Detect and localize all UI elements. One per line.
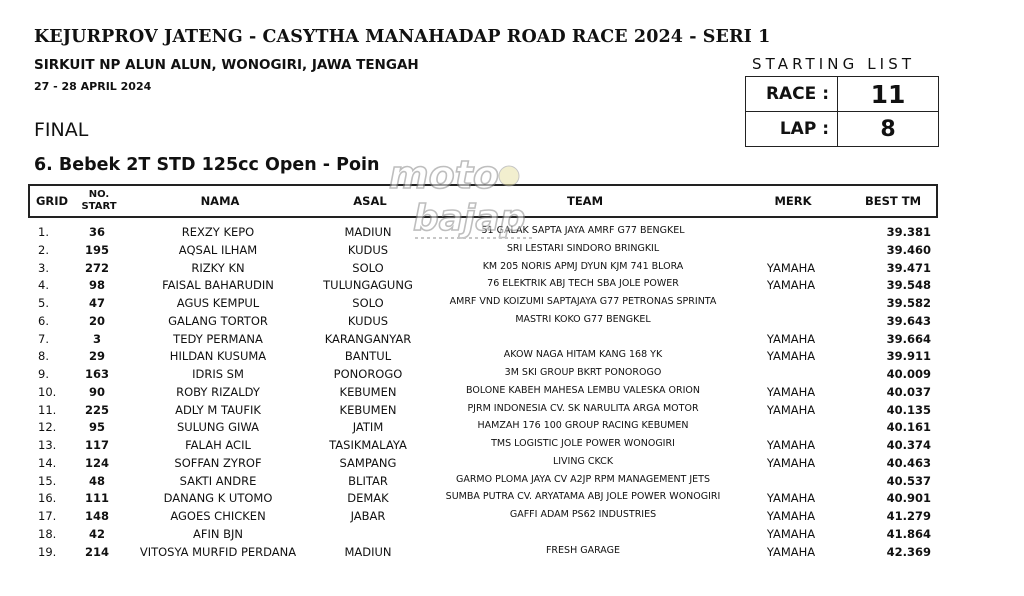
table-row bbox=[28, 242, 938, 260]
rider-origin: MADIUN bbox=[344, 225, 392, 239]
bike-brand: YAMAHA bbox=[766, 491, 816, 506]
rider-name: HILDAN KUSUMA bbox=[169, 349, 267, 364]
best-time: 40.374 bbox=[886, 438, 931, 452]
rider-name: TEDY PERMANA bbox=[173, 331, 263, 346]
team-name: BOLONE KABEH MAHESA LEMBU VALESKA ORION bbox=[466, 384, 700, 396]
bike-brand: YAMAHA bbox=[766, 402, 816, 417]
col-nama: NAMA bbox=[200, 194, 240, 208]
start-number: 214 bbox=[84, 544, 109, 559]
best-time: 39.582 bbox=[886, 296, 931, 310]
team-name: LIVING CKCK bbox=[552, 455, 614, 467]
team-name: GAFFI ADAM PS62 INDUSTRIES bbox=[509, 509, 657, 520]
table-row bbox=[28, 277, 938, 295]
table-row bbox=[28, 366, 938, 384]
watermark-line2: bajap bbox=[413, 198, 526, 239]
best-time: 40.135 bbox=[886, 402, 931, 417]
event-title: KEJURPROV JATENG - CASYTHA MANAHADAP ROAD RACE 2024 - SERI 1 bbox=[34, 27, 771, 47]
grid-position: 6. bbox=[38, 313, 49, 328]
team-name: SUMBA PUTRA CV. ARYATAMA ABJ JOLE POWER WONOGIRI bbox=[445, 491, 721, 503]
table-row bbox=[28, 490, 938, 508]
grid-position: 15. bbox=[38, 473, 57, 488]
start-number: 29 bbox=[88, 349, 105, 364]
table-row bbox=[28, 455, 938, 473]
col-team: TEAM bbox=[566, 194, 604, 208]
grid-position: 19. bbox=[38, 544, 57, 559]
start-number: 36 bbox=[88, 225, 105, 239]
rider-name: ROBY RIZALDY bbox=[176, 384, 260, 399]
watermark-dot bbox=[499, 166, 519, 186]
grid-position: 17. bbox=[38, 509, 57, 523]
rider-name: ADLY M TAUFIK bbox=[175, 402, 261, 417]
race-label: RACE : bbox=[746, 77, 838, 112]
team-name: AKOW NAGA HITAM KANG 168 YK bbox=[503, 349, 663, 361]
rider-origin: KEBUMEN bbox=[339, 402, 397, 417]
rider-name: AQSAL ILHAM bbox=[178, 242, 258, 257]
start-number: 90 bbox=[88, 384, 105, 399]
best-time: 40.537 bbox=[886, 473, 931, 488]
start-number: 47 bbox=[88, 296, 105, 310]
grid-position: 11. bbox=[38, 402, 57, 417]
grid-position: 2. bbox=[38, 242, 49, 257]
start-number: 225 bbox=[84, 402, 109, 417]
bike-brand: YAMAHA bbox=[766, 331, 816, 346]
best-time: 39.643 bbox=[886, 313, 931, 328]
best-time: 39.460 bbox=[886, 242, 931, 257]
rider-origin: JATIM bbox=[352, 420, 384, 435]
best-time: 41.864 bbox=[886, 526, 931, 541]
grid-position: 16. bbox=[38, 491, 57, 506]
table-row bbox=[28, 544, 938, 562]
rider-origin: MADIUN bbox=[344, 544, 392, 559]
rider-origin: TASIKMALAYA bbox=[329, 438, 407, 452]
race-info-box bbox=[745, 76, 939, 147]
watermark-line1: moto bbox=[389, 153, 499, 197]
best-time: 39.381 bbox=[886, 225, 931, 239]
rider-name: DANANG K UTOMO bbox=[163, 491, 273, 506]
rider-origin: KEBUMEN bbox=[339, 384, 397, 399]
start-number: 124 bbox=[84, 455, 109, 470]
grid-position: 5. bbox=[38, 296, 49, 310]
start-number: 272 bbox=[84, 260, 109, 275]
table-row bbox=[28, 331, 938, 349]
team-name: SRI LESTARI SINDORO BRINGKIL bbox=[506, 242, 660, 254]
rider-origin: KUDUS bbox=[347, 242, 389, 257]
bike-brand: YAMAHA bbox=[766, 278, 816, 293]
bike-brand: YAMAHA bbox=[766, 438, 816, 452]
team-name: FRESH GARAGE bbox=[545, 544, 621, 556]
table-row bbox=[28, 384, 938, 402]
best-time: 40.037 bbox=[886, 384, 931, 399]
rider-origin: TULUNGAGUNG bbox=[323, 278, 413, 293]
best-time: 40.009 bbox=[886, 367, 931, 381]
best-time: 40.161 bbox=[886, 420, 931, 435]
rider-origin: SOLO bbox=[352, 296, 384, 310]
team-name: PJRM INDONESIA CV. SK NARULITA ARGA MOTOR bbox=[467, 402, 699, 414]
rider-name: IDRIS SM bbox=[192, 367, 244, 381]
table-row bbox=[28, 473, 938, 491]
start-number: 48 bbox=[88, 473, 105, 488]
best-time: 40.901 bbox=[886, 491, 931, 506]
lap-label: LAP : bbox=[746, 112, 838, 147]
grid-position: 14. bbox=[38, 455, 57, 470]
race-value: 11 bbox=[838, 77, 939, 112]
start-number: 117 bbox=[84, 438, 109, 452]
rider-name: AFIN BJN bbox=[192, 526, 243, 541]
col-asal: ASAL bbox=[353, 194, 387, 208]
rider-origin: SAMPANG bbox=[339, 455, 397, 470]
team-name: MASTRI KOKO G77 BENGKEL bbox=[515, 313, 651, 325]
grid-position: 1. bbox=[38, 225, 49, 239]
bike-brand: YAMAHA bbox=[766, 260, 816, 275]
bike-brand: YAMAHA bbox=[766, 526, 816, 541]
class-name: 6. Bebek 2T STD 125cc Open - Poin bbox=[34, 155, 380, 175]
rider-name: SULUNG GIWA bbox=[176, 420, 260, 435]
table-row bbox=[28, 313, 938, 331]
grid-position: 10. bbox=[38, 384, 57, 399]
venue: SIRKUIT NP ALUN ALUN, WONOGIRI, JAWA TENGAH bbox=[34, 57, 419, 73]
grid-position: 3. bbox=[38, 260, 49, 275]
table-row bbox=[28, 526, 938, 544]
col-no-start-line2: START bbox=[81, 201, 117, 212]
best-time: 39.664 bbox=[886, 331, 931, 346]
table-row bbox=[28, 419, 938, 437]
table-header bbox=[28, 184, 938, 218]
lap-value: 8 bbox=[838, 112, 939, 147]
best-time: 39.471 bbox=[886, 260, 931, 275]
best-time: 41.279 bbox=[886, 509, 931, 523]
race-row bbox=[746, 77, 939, 112]
start-number: 195 bbox=[84, 242, 109, 257]
bike-brand: YAMAHA bbox=[766, 544, 816, 559]
col-grid: GRID bbox=[35, 194, 69, 208]
table-row bbox=[28, 224, 938, 242]
grid-position: 7. bbox=[38, 331, 49, 346]
start-number: 148 bbox=[84, 509, 109, 523]
results-table-body bbox=[28, 224, 938, 561]
table-row bbox=[28, 348, 938, 366]
rider-name: REXZY KEPO bbox=[181, 225, 255, 239]
start-number: 98 bbox=[88, 278, 105, 293]
starting-list-heading: STARTING LIST bbox=[752, 55, 916, 73]
start-number: 42 bbox=[88, 526, 105, 541]
rider-origin: BLITAR bbox=[348, 473, 388, 488]
rider-name: RIZKY KN bbox=[191, 260, 245, 275]
table-row bbox=[28, 295, 938, 313]
grid-position: 13. bbox=[38, 438, 57, 452]
team-name: 3M SKI GROUP BKRT PONOROGO bbox=[504, 367, 662, 378]
team-name: 51 GALAK SAPTA JAYA AMRF G77 BENGKEL bbox=[481, 225, 685, 236]
bike-brand: YAMAHA bbox=[766, 509, 816, 523]
rider-name: VITOSYA MURFID PERDANA bbox=[139, 544, 297, 559]
team-name: KM 205 NORIS APMJ DYUN KJM 741 BLORA bbox=[482, 260, 684, 272]
rider-name: FALAH ACIL bbox=[185, 438, 251, 452]
best-time: 42.369 bbox=[886, 544, 931, 559]
table-row bbox=[28, 437, 938, 455]
col-best-tm: BEST TM bbox=[864, 194, 922, 208]
start-number: 111 bbox=[84, 491, 109, 506]
best-time: 40.463 bbox=[886, 455, 931, 470]
team-name: HAMZAH 176 100 GROUP RACING KEBUMEN bbox=[477, 420, 689, 432]
start-number: 163 bbox=[84, 367, 109, 381]
team-name: 76 ELEKTRIK ABJ TECH SBA JOLE POWER bbox=[487, 278, 679, 290]
start-number: 95 bbox=[88, 420, 105, 435]
best-time: 39.911 bbox=[886, 349, 931, 364]
bike-brand: YAMAHA bbox=[766, 384, 816, 399]
grid-position: 8. bbox=[38, 349, 49, 364]
bike-brand: YAMAHA bbox=[766, 349, 816, 364]
grid-position: 18. bbox=[38, 526, 57, 541]
table-row bbox=[28, 508, 938, 526]
bike-brand: YAMAHA bbox=[766, 455, 816, 470]
rider-origin: JABAR bbox=[350, 509, 386, 523]
team-name: GARMO PLOMA JAYA CV A2JP RPM MANAGEMENT JETS bbox=[455, 473, 711, 485]
rider-origin: SOLO bbox=[352, 260, 384, 275]
team-name: TMS LOGISTIC JOLE POWER WONOGIRI bbox=[491, 438, 675, 449]
rider-name: SAKTI ANDRE bbox=[179, 473, 257, 488]
event-dates: 27 - 28 APRIL 2024 bbox=[34, 80, 152, 93]
start-number: 3 bbox=[92, 331, 101, 346]
best-time: 39.548 bbox=[886, 278, 931, 293]
session-label: FINAL bbox=[34, 119, 89, 141]
rider-name: FAISAL BAHARUDIN bbox=[162, 278, 274, 293]
grid-position: 4. bbox=[38, 278, 49, 293]
team-name: AMRF VND KOIZUMI SAPTAJAYA G77 PETRONAS SPRINTA bbox=[449, 296, 717, 307]
table-row bbox=[28, 260, 938, 278]
rider-name: SOFFAN ZYROF bbox=[174, 455, 262, 470]
col-merk: MERK bbox=[774, 194, 812, 208]
rider-origin: KUDUS bbox=[347, 313, 389, 328]
grid-position: 9. bbox=[38, 367, 49, 381]
lap-row bbox=[746, 112, 939, 147]
rider-origin: DEMAK bbox=[347, 491, 389, 506]
start-number: 20 bbox=[88, 313, 105, 328]
col-no-start-line1: NO. bbox=[88, 189, 110, 200]
rider-name: AGUS KEMPUL bbox=[176, 296, 260, 310]
grid-position: 12. bbox=[38, 420, 57, 435]
rider-name: AGOES CHICKEN bbox=[170, 509, 266, 523]
rider-origin: BANTUL bbox=[344, 349, 392, 364]
table-row bbox=[28, 402, 938, 420]
rider-origin: KARANGANYAR bbox=[324, 331, 412, 346]
rider-origin: PONOROGO bbox=[333, 367, 403, 381]
rider-name: GALANG TORTOR bbox=[168, 313, 268, 328]
